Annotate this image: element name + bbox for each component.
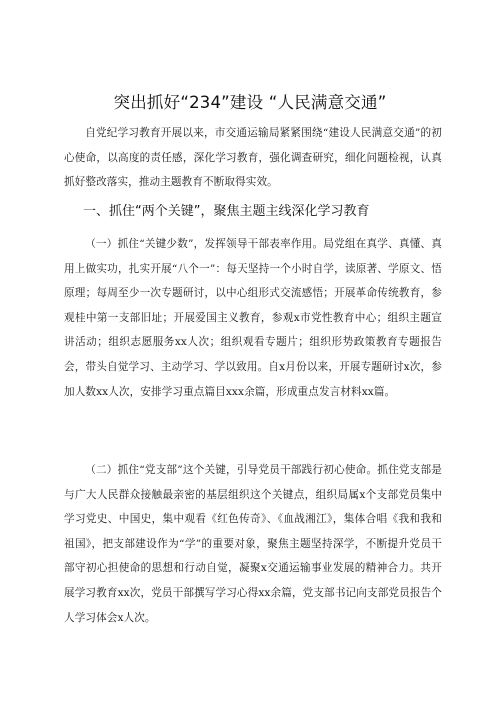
section-one-heading: 一、抓住“两个关键”，聚焦主题主线深化学习教育 — [83, 204, 370, 219]
paragraph-two-block — [64, 458, 442, 630]
document-title: 突出抓好“234”建设 “人民满意交通” — [113, 93, 387, 112]
intro-paragraph-block — [64, 121, 442, 195]
paragraph-two: （二）抓住“党支部”这个关键，引导党员干部践行初心使命。抓住党支部是与广大人民群众接触最亲密的基层组织这个关键点，组织局属x个支部党员集中学习党史、中国史，集中观看《红色传奇》、《血战湘江》，集体合唱《我和我和祖国》，把支部建设作为“学”的重要对象，聚焦主题坚持深学，不断提升党员干部守初心担使命的思想和行动自觉，凝聚x交通运输事业发展的精神合力。共开展学习教育xx次，党员干部撰写学习心得xx余篇，党支部书记向支部党员报告个人学习体会x人次。 — [64, 464, 442, 624]
intro-paragraph: 自党纪学习教育开展以来，市交通运输局紧紧围绕“建设人民满意交通”的初心使命，以高度的责任感，深化学习教育，强化调查研究，细化问题检视，认真抓好整改落实，推动主题教育不断取得实效。 — [64, 127, 442, 189]
paragraph-one: （一）抓住“关键少数”，发挥领导干部表率作用。局党组在真学、真懂、真用上做实功，扎实开展“八个一”：每天坚持一个小时自学，读原著、学原文、悟原理；每周至少一次专题研讨，以中心组形式交流感悟；开展革命传统教育，参观桂中第一支部旧址；开展爱国主义教育，参观x市党性教育中心；组织主题宣讲活动；组织志愿服务xx人次；组织观看专题片；组织形势政策教育专题报告会，带头自觉学习、主动学习、学以致用。自x月份以来，开展专题研讨x次，参加人数xx人次，安排学习重点篇目xxx余篇，形成重点发言材料xx篇。 — [64, 238, 442, 398]
paragraph-one-block — [64, 232, 442, 404]
